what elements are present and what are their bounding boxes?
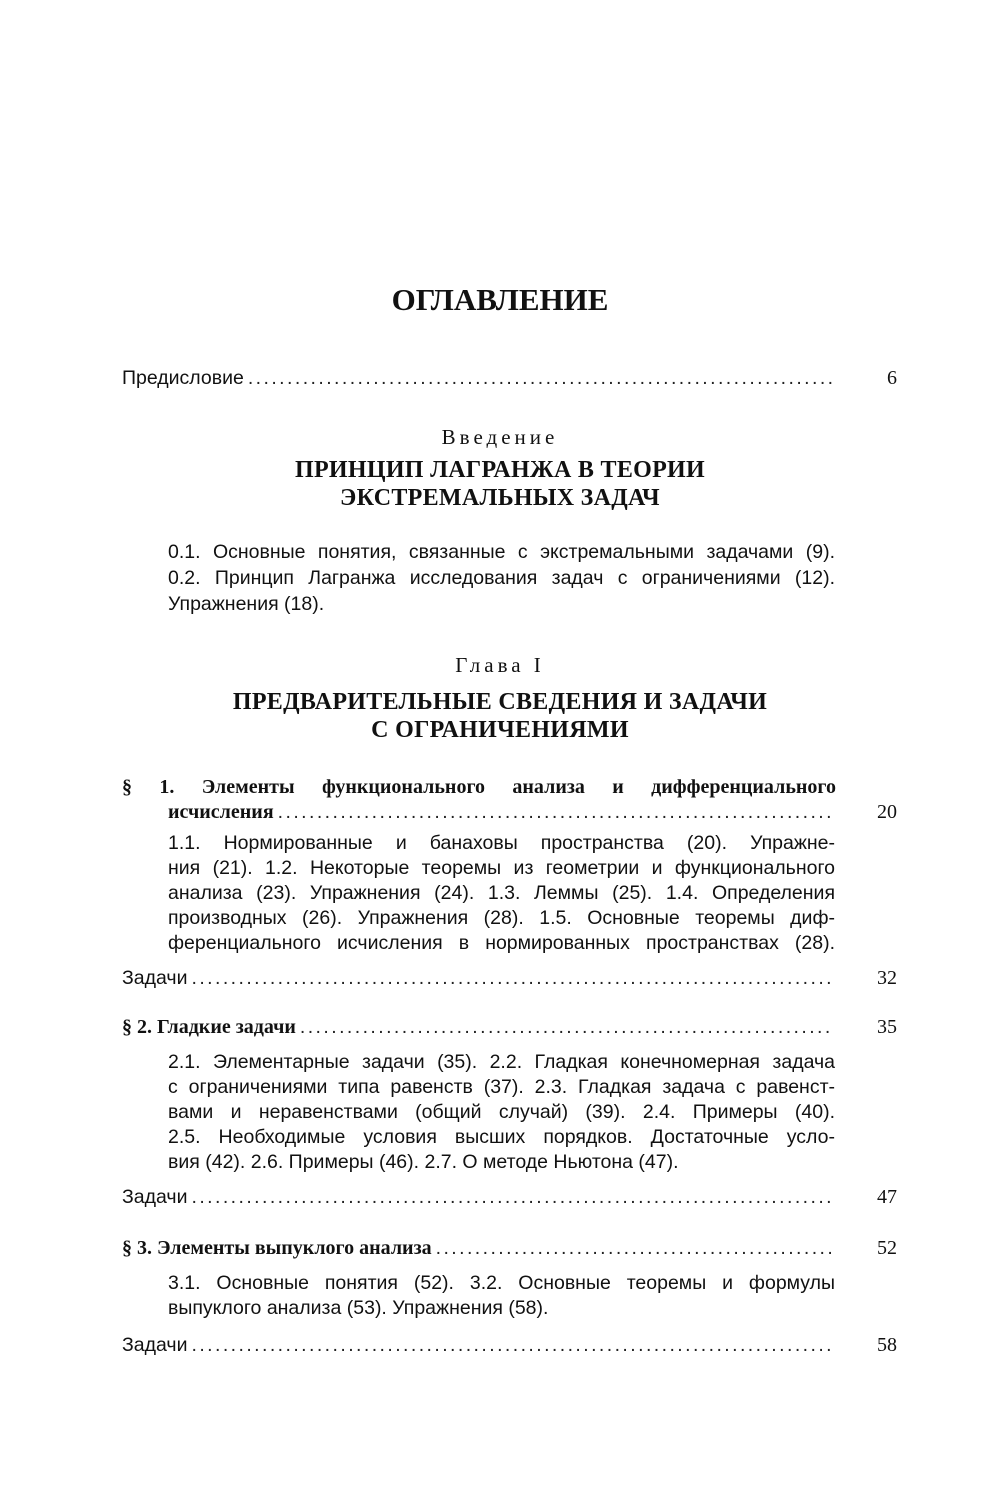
- section-title-line: § 2. Гладкие задачи: [122, 1016, 296, 1038]
- section-line: 2.5. Необходимые условия высших порядков. Достаточные усло-: [168, 1126, 835, 1148]
- entry-label: Задачи: [122, 1186, 188, 1208]
- dot-leader: [300, 1014, 832, 1040]
- page-number: 47: [877, 1186, 897, 1208]
- section-line: анализа (23). Упражнения (24). 1.3. Леммы (25). 1.4. Определения: [168, 882, 835, 904]
- entry-label: Задачи: [122, 1334, 188, 1356]
- section-title: [122, 1235, 836, 1261]
- entry-label: Задачи: [122, 967, 188, 989]
- dot-leader: [278, 799, 832, 825]
- section-line: вия (42). 2.6. Примеры (46). 2.7. О методе Ньютона (47).: [168, 1151, 679, 1173]
- page-number: 6: [887, 367, 897, 389]
- toc-entry-problems: [122, 1332, 836, 1358]
- section-line: ния (21). 1.2. Некоторые теоремы из геометрии и функционального: [168, 857, 835, 879]
- intro-line: Упражнения (18).: [168, 593, 325, 615]
- dot-leader: [191, 965, 832, 991]
- intro-heading: ПРИНЦИП ЛАГРАНЖА В ТЕОРИИ: [295, 457, 705, 483]
- dot-leader: [191, 1332, 832, 1358]
- section-line: 1.1. Нормированные и банаховы пространства (20). Упражне-: [168, 832, 835, 854]
- section-title: [122, 1014, 836, 1040]
- page-number: 35: [877, 1016, 897, 1038]
- page-number: 58: [877, 1334, 897, 1356]
- section-line: производных (26). Упражнения (28). 1.5. Основные теоремы диф-: [168, 907, 835, 929]
- dot-leader: [191, 1184, 832, 1210]
- section-line: выпуклого анализа (53). Упражнения (58).: [168, 1297, 549, 1319]
- section-title-line: исчисления: [168, 801, 274, 823]
- section-line: с ограничениями типа равенств (37). 2.3. Гладкая задача с равенст-: [168, 1076, 835, 1098]
- page-number: 32: [877, 967, 897, 989]
- section-line: 3.1. Основные понятия (52). 3.2. Основные теоремы и формулы: [168, 1272, 835, 1294]
- section-line: ференциального исчисления в нормированных пространствах (28).: [168, 932, 835, 954]
- entry-label: Предисловие: [122, 367, 244, 389]
- page-number: 20: [877, 801, 897, 823]
- section-line: 2.1. Элементарные задачи (35). 2.2. Гладкая конечномерная задача: [168, 1051, 835, 1073]
- chapter-heading: ПРЕДВАРИТЕЛЬНЫЕ СВЕДЕНИЯ И ЗАДАЧИ: [232, 689, 768, 715]
- intro-line: 0.1. Основные понятия, связанные с экстремальными задачами (9).: [168, 541, 835, 563]
- section-line: вами и неравенствами (общий случай) (39). 2.4. Примеры (40).: [168, 1101, 835, 1123]
- section-title-line: § 3. Элементы выпуклого анализа: [122, 1237, 432, 1259]
- intro-kicker: Введение: [441, 425, 559, 449]
- toc-entry-preface: [122, 365, 836, 391]
- intro-heading: ЭКСТРЕМАЛЬНЫХ ЗАДАЧ: [340, 485, 660, 511]
- dot-leader: [436, 1235, 832, 1261]
- dot-leader: [248, 365, 832, 391]
- page-title: ОГЛАВЛЕНИЕ: [391, 282, 609, 317]
- section-title: § 1. Элементы функционального анализа и дифференциального: [122, 776, 836, 798]
- intro-line: 0.2. Принцип Лагранжа исследования задач с ограничениями (12).: [168, 567, 835, 589]
- toc-entry-problems: [122, 1184, 836, 1210]
- toc-entry-problems: [122, 965, 836, 991]
- chapter-kicker: Глава I: [455, 653, 545, 677]
- section-title-cont: [168, 799, 836, 825]
- chapter-heading: С ОГРАНИЧЕНИЯМИ: [371, 717, 629, 743]
- page-number: 52: [877, 1237, 897, 1259]
